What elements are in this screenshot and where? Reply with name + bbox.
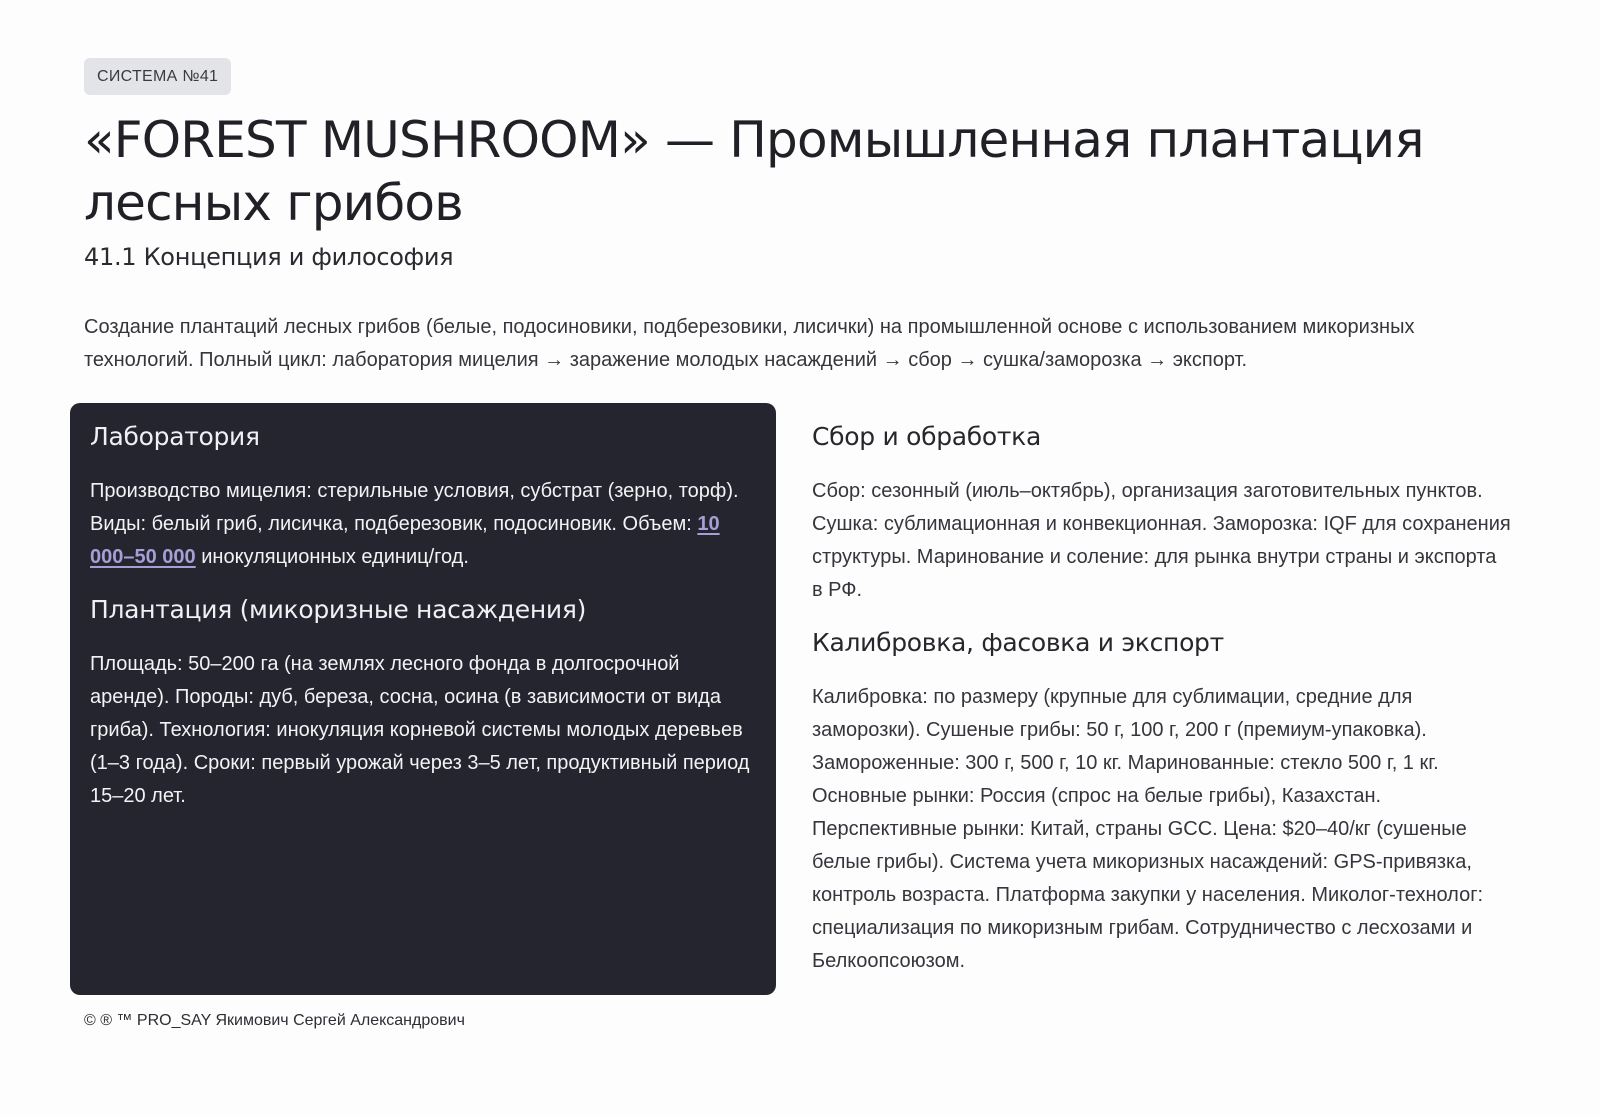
harvest-heading: Сбор и обработка	[812, 422, 1041, 451]
section-subtitle: 41.1 Концепция и философия	[84, 243, 454, 271]
dark-info-card	[70, 403, 776, 995]
volume-highlight-link[interactable]: 10 000–50 000	[90, 513, 720, 568]
calibration-paragraph: Калибровка: по размеру (крупные для сублимации, средние для заморозки). Сушеные грибы: 50 г, 100 г, 200 г (премиум-упаковка). Замороженные: 300 г, 500 г, 10 кг. Маринованные: стекло 500 г, 1 кг. Основные рынки: Россия (спрос на белые грибы), Казахстан. Перспективные рынки: Китай, страны GCC. Цена: $20–40/кг (сушеные белые грибы). Система учета микоризных насаждений: GPS-привязка, контроль возраста. Платформа закупки у населения. Миколог-технолог: специализация по микоризным грибам. Сотрудничество с лесхозами и Белкоопсоюзом.	[812, 686, 1484, 972]
content-columns	[70, 403, 1530, 995]
right-column	[812, 403, 1512, 978]
lab-text-after: инокуляционных единиц/год.	[195, 546, 469, 568]
harvest-paragraph: Сбор: сезонный (июль–октябрь), организация заготовительных пунктов. Сушка: сублимационная и конвекционная. Заморозка: IQF для сохранения структуры. Маринование и соление: для рынка внутри страны и экспорта в РФ.	[812, 480, 1511, 601]
copyright-footer: © ® ™ PRO_SAY Якимович Сергей Александрович	[84, 1012, 465, 1029]
lab-heading: Лаборатория	[90, 422, 260, 451]
system-badge: СИСТЕМА №41	[84, 58, 231, 95]
intro-paragraph: Создание плантаций лесных грибов (белые, подосиновики, подберезовики, лисички) на промышленной основе с использованием микоризных технологий. Полный цикл: лаборатория мицелия → заражение молодых насаждений → сбор → сушка/заморозка → экспорт.	[84, 316, 1415, 371]
calibration-heading: Калибровка, фасовка и экспорт	[812, 628, 1224, 657]
lab-text-before: Производство мицелия: стерильные условия, субстрат (зерно, торф). Виды: белый гриб, лисичка, подберезовик, подосиновик. Объем:	[90, 480, 739, 535]
page-content	[84, 58, 1524, 972]
plantation-paragraph: Площадь: 50–200 га (на землях лесного фонда в долгосрочной аренде). Породы: дуб, береза, сосна, осина (в зависимости от вида гриба). Технология: инокуляция корневой системы молодых деревьев (1–3 года). Сроки: первый урожай через 3–5 лет, продуктивный период 15–20 лет.	[90, 653, 750, 807]
lab-paragraph	[90, 475, 756, 574]
page-title: «FOREST MUSHROOM» — Промышленная плантация лесных грибов	[84, 111, 1424, 232]
plantation-heading: Плантация (микоризные насаждения)	[90, 595, 587, 624]
